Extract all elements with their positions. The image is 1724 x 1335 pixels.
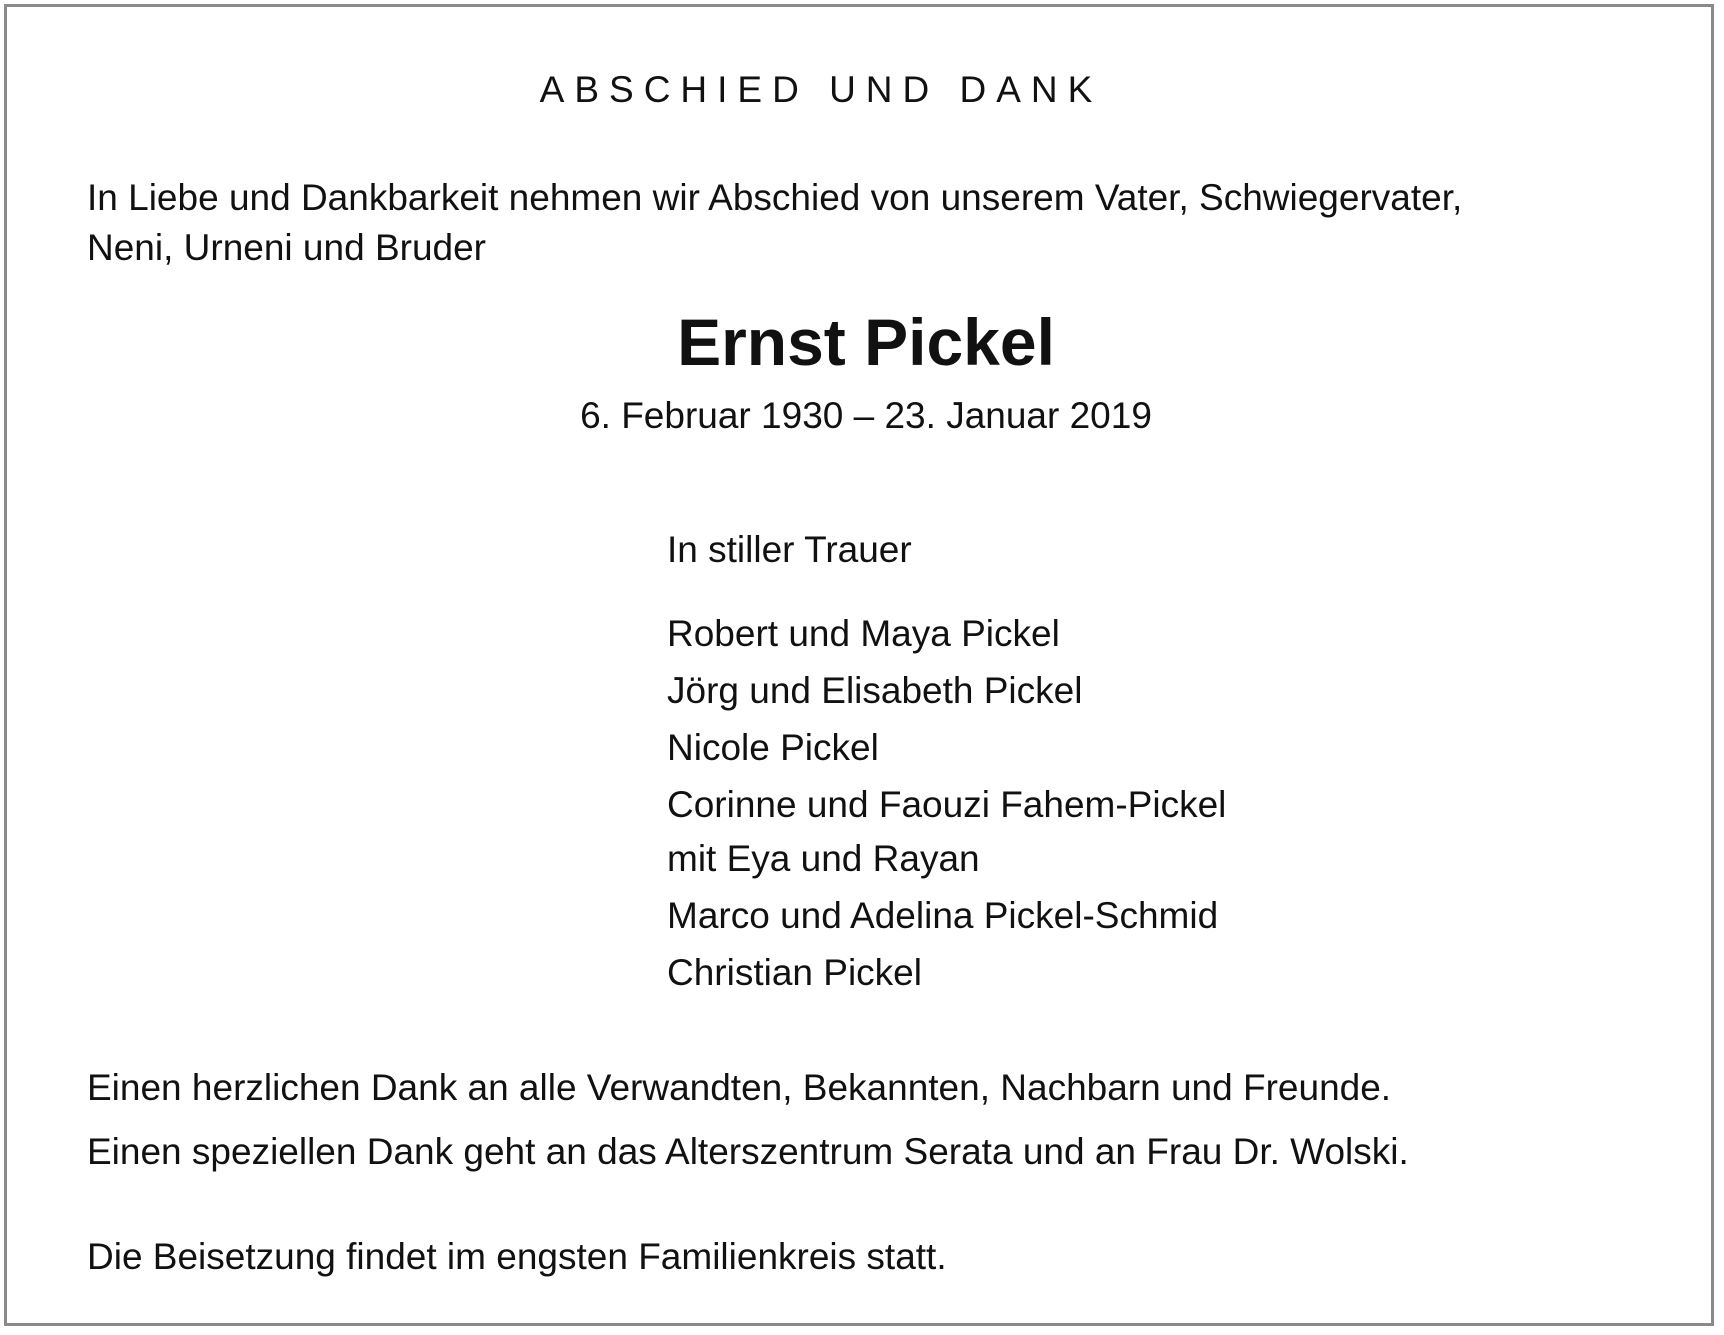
family-list [667,607,1226,1003]
mourning-label: In stiller Trauer [667,529,912,570]
family-member: Jörg und Elisabeth Pickel [667,670,1083,711]
family-member: Christian Pickel [667,952,922,993]
family-member [667,778,1226,886]
intro-text [87,173,1687,273]
family-member: Nicole Pickel [667,727,879,768]
deceased-name: Ernst Pickel [677,305,1055,379]
family-member-line: Corinne und Faouzi Fahem-Pickel [667,784,1227,825]
intro-line-1: In Liebe und Dankbarkeit nehmen wir Abschied von unserem Vater, Schwiegervater, [87,177,1463,218]
family-member-line: mit Eya und Rayan [667,838,980,879]
burial-note: Die Beisetzung findet im engsten Familienkreis statt. [87,1236,947,1277]
intro-line-2: Neni, Urneni und Bruder [87,227,486,268]
notice-heading: ABSCHIED UND DANK [539,69,1103,110]
thanks-special: Einen speziellen Dank geht an das Alterszentrum Serata und an Frau Dr. Wolski. [87,1131,1409,1172]
family-member: Robert und Maya Pickel [667,613,1060,654]
obituary-notice [4,4,1714,1326]
family-member: Marco und Adelina Pickel-Schmid [667,895,1219,936]
thanks-general: Einen herzlichen Dank an alle Verwandten, Bekannten, Nachbarn und Freunde. [87,1067,1392,1108]
life-dates: 6. Februar 1930 – 23. Januar 2019 [580,395,1152,436]
